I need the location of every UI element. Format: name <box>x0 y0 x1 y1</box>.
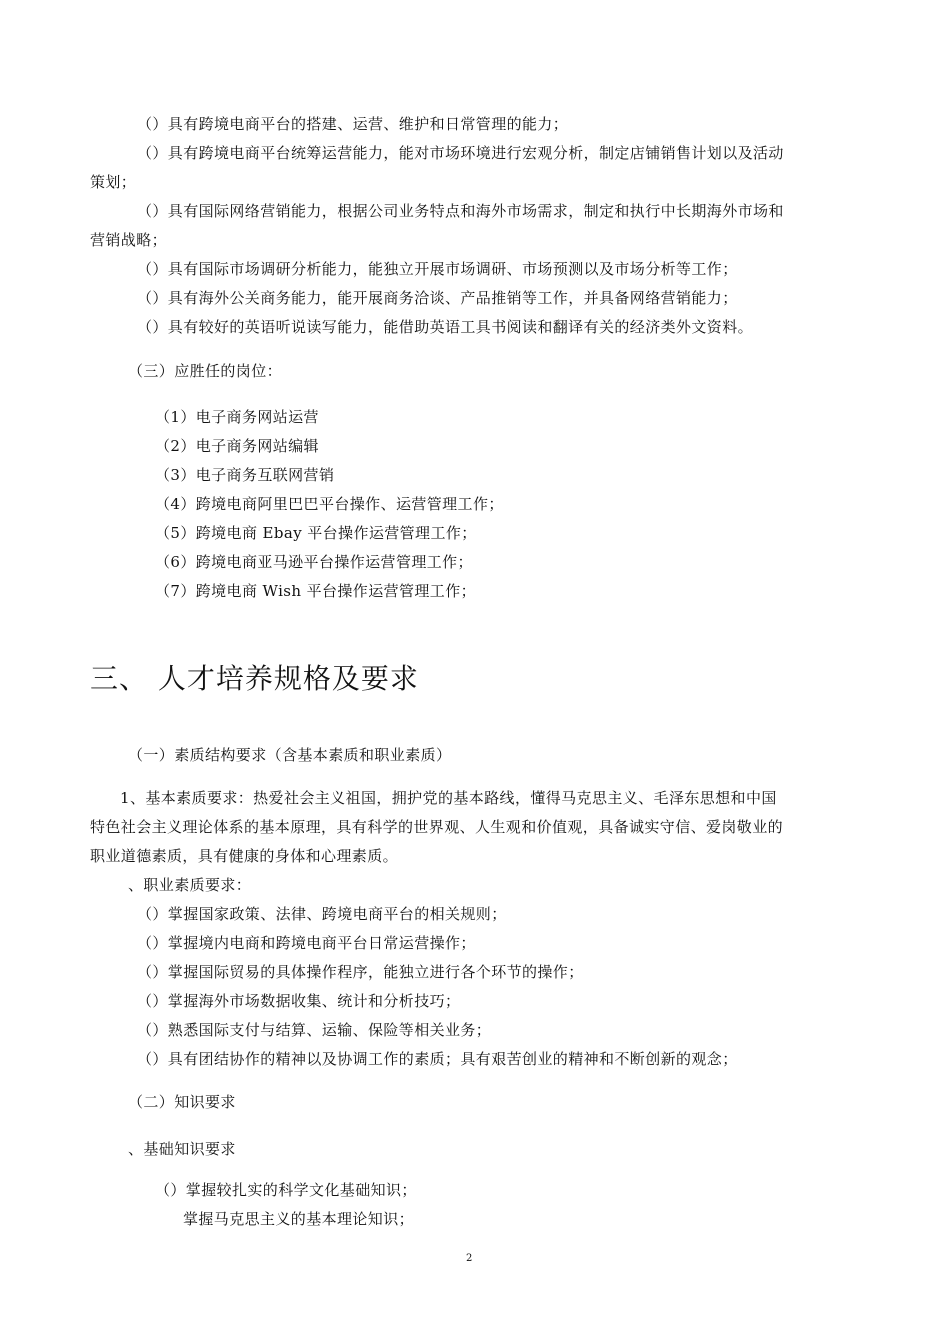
basic-quality-line: 特色社会主义理论体系的基本原理，具有科学的世界观、人生观和价值观，具备诚实守信、爱岗敬业的 <box>90 818 784 836</box>
professional-quality-item: （）掌握国际贸易的具体操作程序，能独立进行各个环节的操作； <box>137 963 584 981</box>
page-number: 2 <box>466 1253 473 1264</box>
quality-heading: （一）素质结构要求（含基本素质和职业素质） <box>128 746 452 764</box>
ability-item: （）具有较好的英语听说读写能力，能借助英语工具书阅读和翻译有关的经济类外文资料。 <box>137 318 754 336</box>
ability-item-continuation: 策划； <box>90 173 137 191</box>
ability-item: （）具有国际网络营销能力，根据公司业务特点和海外市场需求，制定和执行中长期海外市场和 <box>137 202 784 220</box>
position-item: （2）电子商务网站编辑 <box>155 437 319 455</box>
ability-item: （）具有国际市场调研分析能力，能独立开展市场调研、市场预测以及市场分析等工作； <box>137 260 738 278</box>
ability-item: （）具有跨境电商平台的搭建、运营、维护和日常管理的能力； <box>137 115 569 133</box>
position-item: （7）跨境电商 Wish 平台操作运营管理工作； <box>155 582 476 600</box>
ability-item-continuation: 营销战略； <box>90 231 168 249</box>
professional-quality-item: （）熟悉国际支付与结算、运输、保险等相关业务； <box>137 1021 492 1039</box>
basic-knowledge-item: （）掌握较扎实的科学文化基础知识； <box>155 1181 417 1199</box>
positions-heading: （三）应胜任的岗位： <box>128 362 283 380</box>
professional-quality-item: （）具有团结协作的精神以及协调工作的素质；具有艰苦创业的精神和不断创新的观念； <box>137 1050 738 1068</box>
basic-knowledge-item: 掌握马克思主义的基本理论知识； <box>183 1210 415 1228</box>
basic-quality-line: 职业道德素质，具有健康的身体和心理素质。 <box>90 847 399 865</box>
position-item: （4）跨境电商阿里巴巴平台操作、运营管理工作； <box>155 495 504 513</box>
basic-knowledge-heading: 、基础知识要求 <box>128 1140 236 1158</box>
ability-item: （）具有海外公关商务能力，能开展商务洽谈、产品推销等工作，并具备网络营销能力； <box>137 289 738 307</box>
position-item: （6）跨境电商亚马逊平台操作运营管理工作； <box>155 553 473 571</box>
professional-quality-heading: 、职业素质要求： <box>128 876 252 894</box>
position-item: （1）电子商务网站运营 <box>155 408 319 426</box>
basic-quality-line: 1、基本素质要求：热爱社会主义祖国，拥护党的基本路线，懂得马克思主义、毛泽东思想和中国 <box>120 789 777 807</box>
section-title: 三、 人才培养规格及要求 <box>90 662 419 695</box>
ability-item: （）具有跨境电商平台统筹运营能力，能对市场环境进行宏观分析，制定店铺销售计划以及活动 <box>137 144 784 162</box>
professional-quality-item: （）掌握国家政策、法律、跨境电商平台的相关规则； <box>137 905 507 923</box>
professional-quality-item: （）掌握境内电商和跨境电商平台日常运营操作； <box>137 934 476 952</box>
knowledge-heading: （二）知识要求 <box>128 1093 236 1111</box>
position-item: （5）跨境电商 Ebay 平台操作运营管理工作； <box>155 524 477 542</box>
position-item: （3）电子商务互联网营销 <box>155 466 335 484</box>
professional-quality-item: （）掌握海外市场数据收集、统计和分析技巧； <box>137 992 461 1010</box>
